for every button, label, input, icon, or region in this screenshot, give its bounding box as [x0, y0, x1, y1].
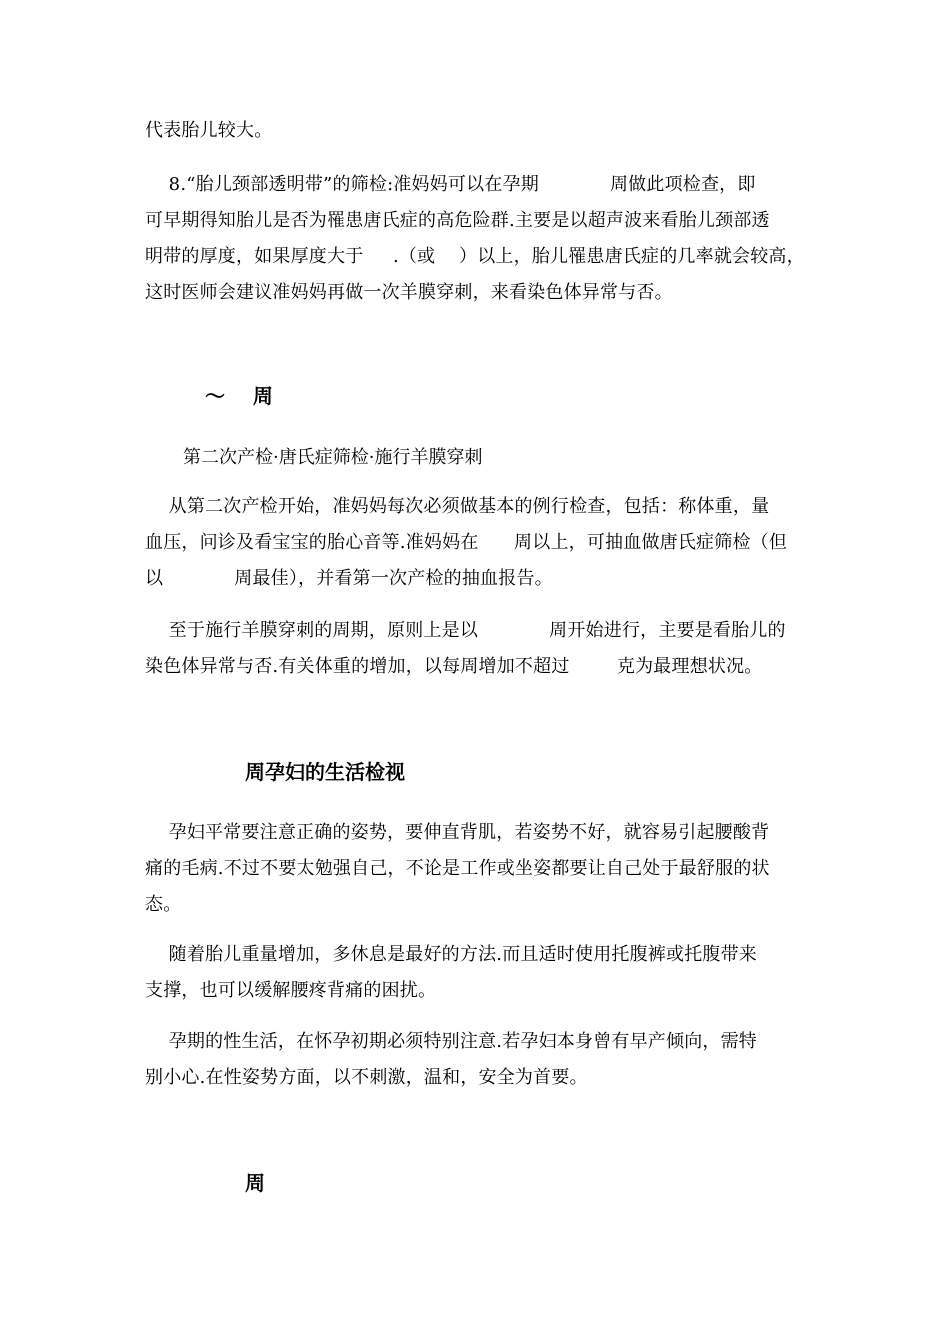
text-line: 明带的厚度，如果厚度大于 .（或 ）以上，胎儿罹患唐氏症的几率就会较高， [145, 246, 805, 267]
section-heading-week: 周 [245, 1171, 265, 1195]
text-line: 可早期得知胎儿是否为罹患唐氏症的高危险群.主要是以超声波来看胎儿颈部透 [145, 210, 770, 231]
text-line: 至于施行羊膜穿刺的周期，原则上是以 周开始进行，主要是看胎儿的 [145, 620, 786, 641]
paragraph-fetal-size [145, 113, 810, 149]
text-line: 态。 [145, 894, 182, 915]
text-line: 别小心.在性姿势方面，以不刺激，温和，安全为首要。 [145, 1067, 588, 1088]
text-line: 支撑，也可以缓解腰疼背痛的困扰。 [145, 980, 437, 1001]
paragraph-posture [145, 815, 810, 923]
text-line: 随着胎儿重量增加，多休息是最好的方法.而且适时使用托腹裤或托腹带来 [145, 944, 758, 965]
text-line: 孕妇平常要注意正确的姿势，要伸直背肌，若姿势不好，就容易引起腰酸背 [145, 822, 770, 843]
text-line: 以 周最佳），并看第一次产检的抽血报告。 [145, 568, 553, 589]
text-line: 这时医师会建议准妈妈再做一次羊膜穿刺，来看染色体异常与否。 [145, 282, 673, 303]
text-line: 痛的毛病.不过不要太勉强自己，不论是工作或坐姿都要让自己处于最舒服的状 [145, 858, 770, 879]
text-line: 染色体异常与否.有关体重的增加，以每周增加不超过 克为最理想状况。 [145, 656, 763, 677]
paragraph-routine-checkup [145, 489, 810, 597]
paragraph-sexual-life [145, 1024, 810, 1096]
subheading-second-checkup: 第二次产检·唐氏症筛检·施行羊膜穿刺 [183, 447, 483, 468]
section-heading-life-review: 周孕妇的生活检视 [245, 760, 405, 784]
paragraph-nuchal-translucency [145, 167, 810, 311]
text-line: 孕期的性生活，在怀孕初期必须特别注意.若孕妇本身曾有早产倾向，需特 [145, 1031, 758, 1052]
section-heading-weeks: ～ 周 [205, 384, 273, 408]
text-line: 从第二次产检开始，准妈妈每次必须做基本的例行检查，包括：称体重，量 [145, 496, 770, 517]
paragraph-rest [145, 937, 810, 1009]
text-line: 8.“胎儿颈部透明带”的筛检:准妈妈可以在孕期 周做此项检查，即 [145, 174, 756, 195]
text-line: 代表胎儿较大。 [145, 120, 273, 141]
text-line: 血压，问诊及看宝宝的胎心音等.准妈妈在 周以上，可抽血做唐氏症筛检（但 [145, 532, 788, 553]
paragraph-amniocentesis [145, 613, 810, 685]
